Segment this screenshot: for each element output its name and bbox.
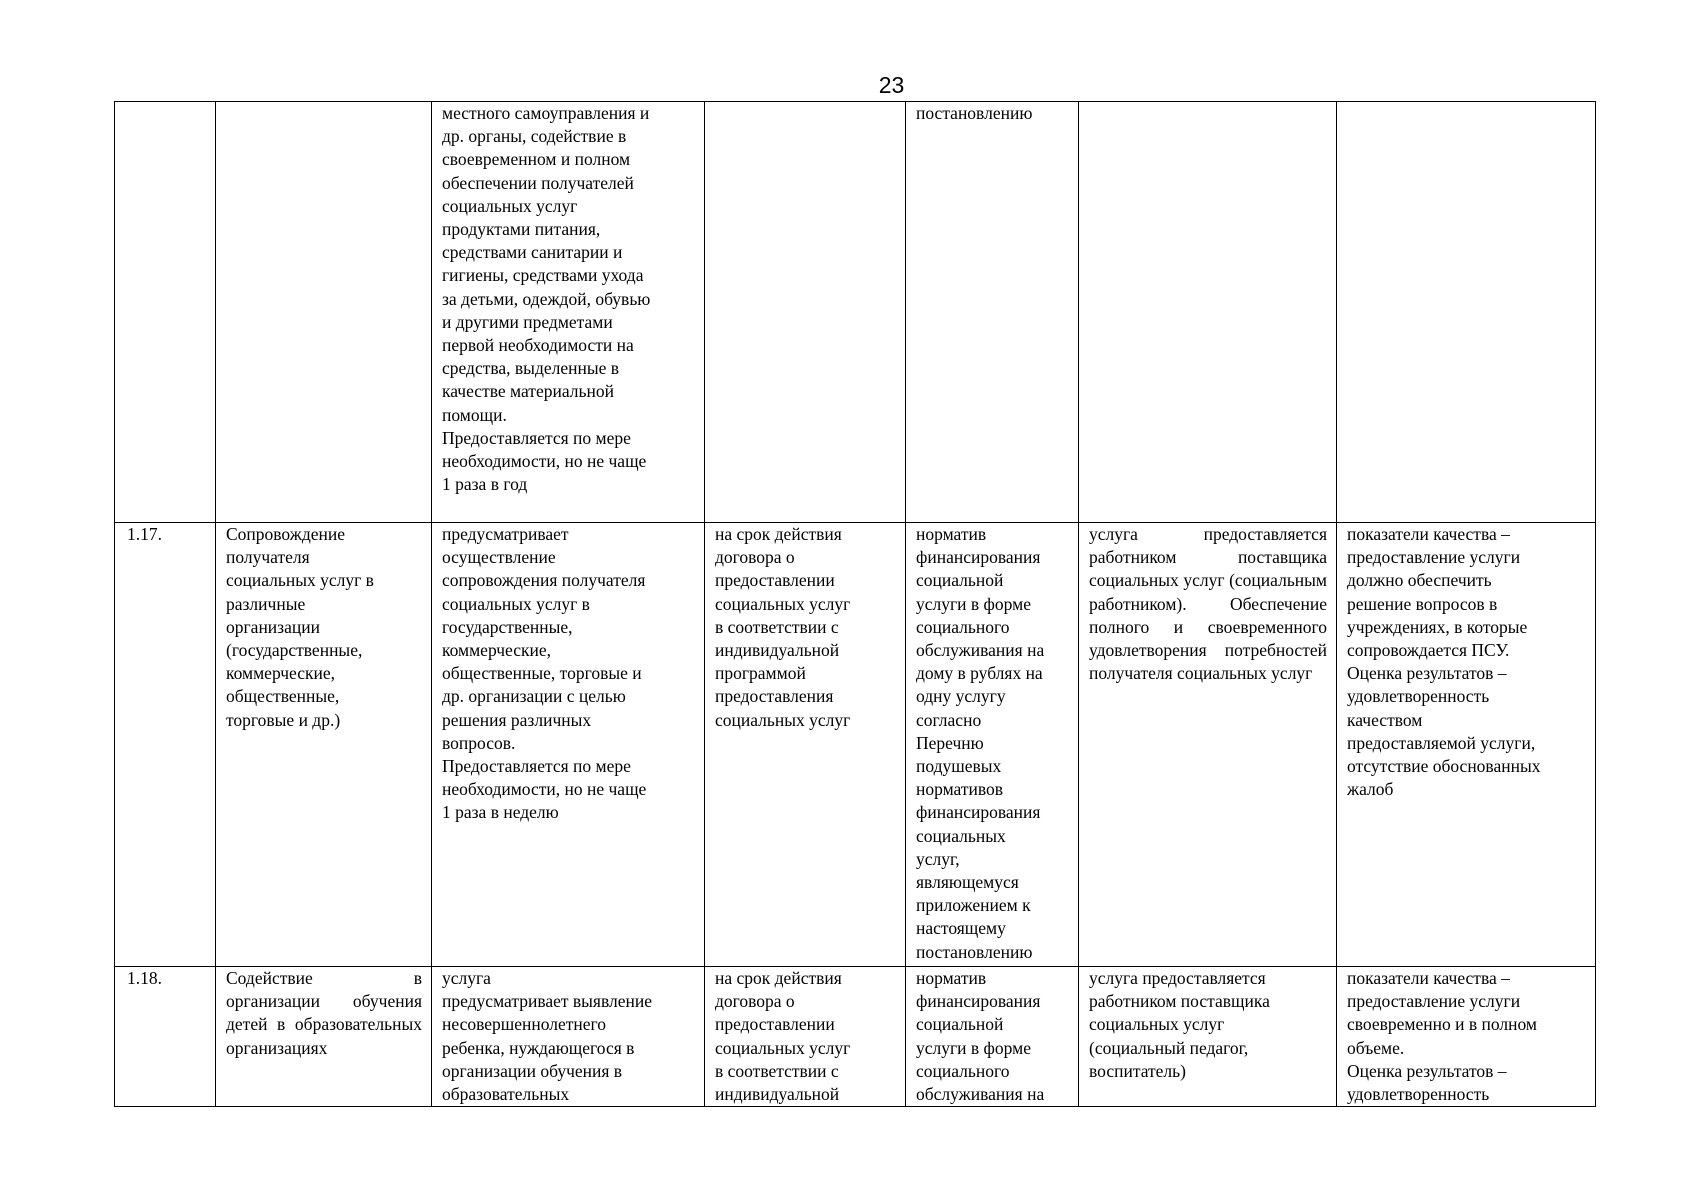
service-norm-cell: норматив финансирования социальной услуги в форме социального обслуживания на [906,967,1079,1107]
service-quality-cell: показатели качества – предоставление услуги должно обеспечить решение вопросов в учреждениях, в которые сопровождается ПСУ. Оценка результатов – удовлетворенность качеством предоставляемой услуги, отсутствие обоснованных жалоб [1337,523,1596,967]
service-name-cell [216,102,432,523]
row-number-cell: 1.17. [115,523,216,967]
service-term-cell: на срок действия договора о предоставлении социальных услуг в соответствии с индивидуальной программой предоставления социальных услуг [705,523,906,967]
services-table [114,101,1596,1107]
table-row [115,523,1596,967]
service-quality-cell: показатели качества – предоставление услуги своевременно и в полном объеме. Оценка результатов – удовлетворенность [1337,967,1596,1107]
service-conditions-cell [1079,102,1337,523]
service-norm-cell: постановлению [906,102,1079,523]
row-number-cell: 1.18. [115,967,216,1107]
service-description-cell: предусматривает осуществление сопровождения получателя социальных услуг в государственные, коммерческие, общественные, торговые и др. организации с целью решения различных вопросов. Предоставляется по мере необходимости, но не чаще 1 раза в неделю [432,523,705,967]
page-number: 23 [878,72,905,98]
service-conditions-cell: услуга предоставляется работником поставщика социальных услуг (социальным работником). Обеспечение полного и своевременного удовлетворения потребностей получателя социальных услуг [1079,523,1337,967]
service-description-cell: услуга предусматривает выявление несовершеннолетнего ребенка, нуждающегося в организации обучения в образовательных [432,967,705,1107]
row-number-cell [115,102,216,523]
service-norm-cell: норматив финансирования социальной услуги в форме социального обслуживания на дому в рублях на одну услугу согласно Перечню подушевых нормативов финансирования социальных услуг, являющемуся приложением к настоящему постановлению [906,523,1079,967]
service-quality-cell [1337,102,1596,523]
service-name-cell: Содействие в организации обучения детей в образовательных организациях [216,967,432,1107]
service-term-cell: на срок действия договора о предоставлении социальных услуг в соответствии с индивидуальной [705,967,906,1107]
table-row [115,967,1596,1107]
service-name-cell: Сопровождение получателя социальных услуг в различные организации (государственные, коммерческие, общественные, торговые и др.) [216,523,432,967]
table-row [115,102,1596,523]
service-conditions-cell: услуга предоставляется работником поставщика социальных услуг (социальный педагог, воспитатель) [1079,967,1337,1107]
service-description-cell: местного самоуправления и др. органы, содействие в своевременном и полном обеспечении получателей социальных услуг продуктами питания, средствами санитарии и гигиены, средствами ухода за детьми, одеждой, обувью и другими предметами первой необходимости на средства, выделенные в качестве материальной помощи. Предоставляется по мере необходимости, но не чаще 1 раза в год [432,102,705,523]
service-term-cell [705,102,906,523]
